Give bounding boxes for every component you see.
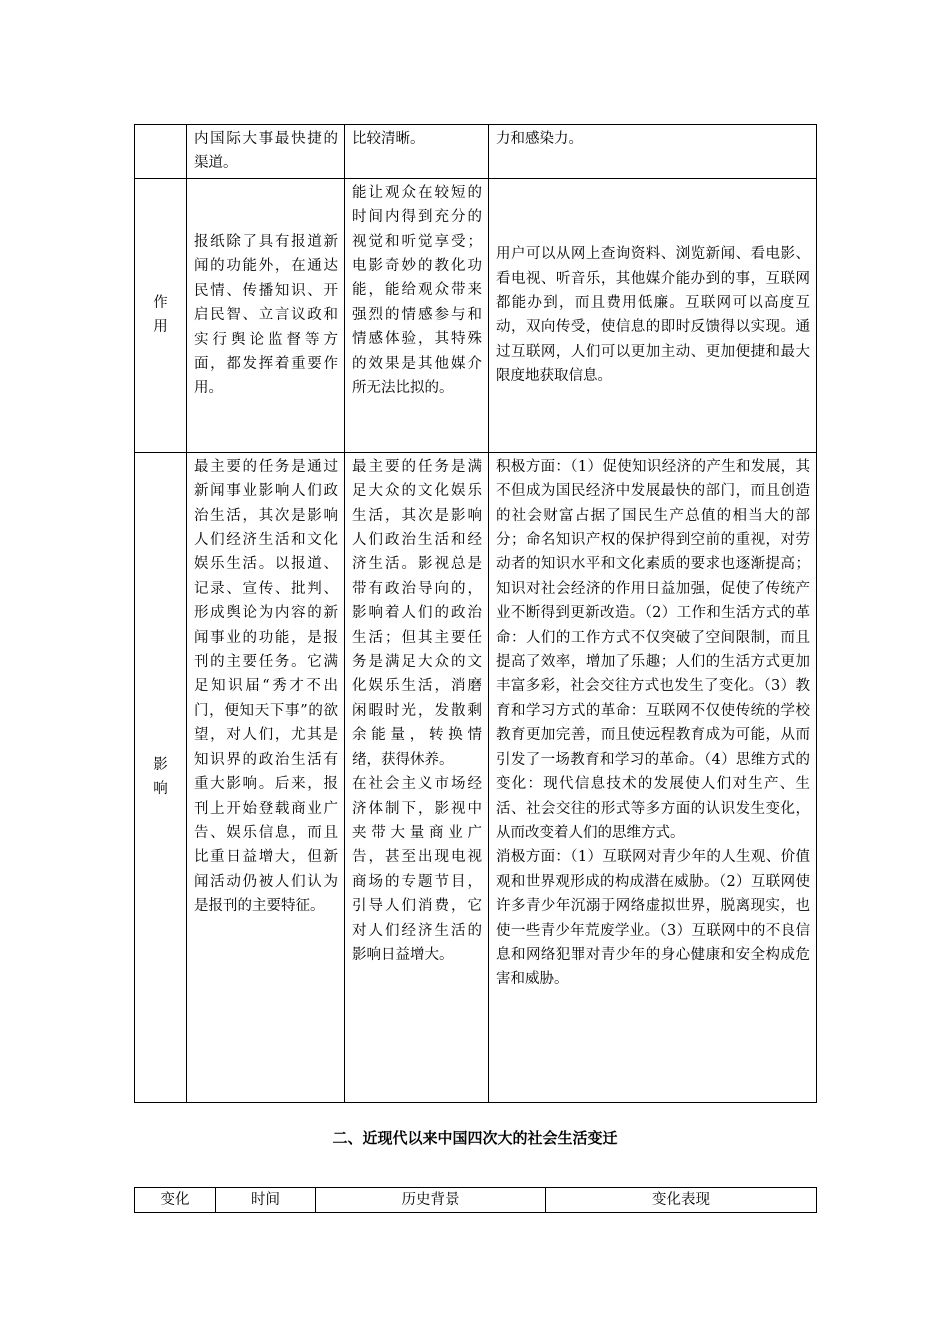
internet-text: 用户可以从网上查询资料、浏览新闻、看电影、看电视、听音乐，其他媒介能办到的事，互联网都能办到，而且费用低廉。互联网可以高度互动，双向传受，使信息的即时反馈得以实现。通过互联网，人们可以更加主动、更加便捷和最大限度地获取信息。 — [496, 246, 810, 385]
header-background: 历史背景 — [316, 1188, 546, 1213]
label-char: 响 — [153, 781, 168, 798]
label-char: 影 — [153, 756, 168, 773]
social-change-table — [134, 1187, 817, 1213]
label-char: 作 — [153, 294, 168, 311]
media-comparison-table — [134, 124, 817, 1103]
row-label-influence — [135, 452, 187, 1102]
newspaper-cell: 内国际大事最快捷的渠道。 — [187, 125, 345, 179]
film-cell — [345, 452, 489, 1102]
newspaper-cell — [187, 178, 345, 452]
internet-cell: 力和感染力。 — [489, 125, 817, 179]
film-paragraph: 最主要的任务是满足大众的文化娱乐生活，其次是影响人们政治生活和经济生活。影视总是带有政治导向的，影响着人们的政治生活；但其主要任务是满足大众的文化娱乐生活，消磨闲暇时光，发散剩余能量，转换情绪，获得休养。 — [352, 458, 482, 768]
film-cell: 比较清晰。 — [345, 125, 489, 179]
internet-paragraph: 积极方面：（1）促使知识经济的产生和发展，其不但成为国民经济中发展最快的部门，而且创造的社会财富占据了国民生产总值的相当大的部分；命名知识产权的保护得到空前的重视，对劳动者的知识水平和文化素质的要求也逐渐提高；知识对社会经济的作用日益加强，促使了传统产业不断得到更新改造。（2）工作和生活方式的革命：人们的工作方式不仅突破了空间限制，而且提高了效率，增加了乐趣；人们的生活方式更加丰富多彩，社会交往方式也发生了变化。（3）教育和学习方式的革命：互联网不仅使传统的学校教育更加完善，而且使远程教育成为可能，从而引发了一场教育和学习的革命。（4）思维方式的变化：现代信息技术的发展使人们对生产、生活、社会交往的形式等多方面的认识发生变化，从而改变着人们的思维方式。 — [496, 458, 810, 841]
section-title: 二、近现代以来中国四次大的社会生活变迁 — [332, 1129, 618, 1147]
table-header-row — [135, 1188, 817, 1213]
table-row — [135, 452, 817, 1102]
header-manifestation: 变化表现 — [546, 1188, 817, 1213]
table-row — [135, 178, 817, 452]
internet-paragraph: 消极方面：（1）互联网对青少年的人生观、价值观和世界观形成的构成潜在威胁。（2）互联网使许多青少年沉溺于网络虚拟世界，脱离现实，也使一些青少年荒废学业。（3）互联网中的不良信息和网络犯罪对青少年的身心健康和安全构成危害和威胁。 — [496, 849, 810, 988]
newspaper-cell: 最主要的任务是通过新闻事业影响人们政治生活，其次是影响人们经济生活和文化娱乐生活。以报道、记录、宣传、批判、形成舆论为内容的新闻事业的功能，是报刊的主要任务。它满足知识届“秀才不出门，便知天下事”的欲望，对人们，尤其是知识界的政治生活有重大影响。后来，报刊上开始登载商业广告、娱乐信息，而且比重日益增大，但新闻活动仍被人们认为是报刊的主要特征。 — [187, 452, 345, 1102]
internet-cell — [489, 452, 817, 1102]
newspaper-text: 报纸除了具有报道新闻的功能外，在通达民情、传播知识、开启民智、立言议政和实行舆论监督等方面，都发挥着重要作用。 — [194, 233, 338, 397]
film-cell: 能让观众在较短的时间内得到充分的视觉和听觉享受；电影奇妙的教化功能，能给观众带来强烈的情感参与和情感体验，其特殊的效果是其他媒介所无法比拟的。 — [345, 178, 489, 452]
header-time: 时间 — [216, 1188, 316, 1213]
internet-cell — [489, 178, 817, 452]
table-row — [135, 125, 817, 179]
film-paragraph: 在社会主义市场经济体制下，影视中夹带大量商业广告，甚至出现电视商场的专题节目，引导人们消费，它对人们经济生活的影响日益增大。 — [352, 776, 482, 963]
row-label-function — [135, 178, 187, 452]
label-char: 用 — [153, 319, 168, 336]
row-label — [135, 125, 187, 179]
header-change: 变化 — [135, 1188, 216, 1213]
